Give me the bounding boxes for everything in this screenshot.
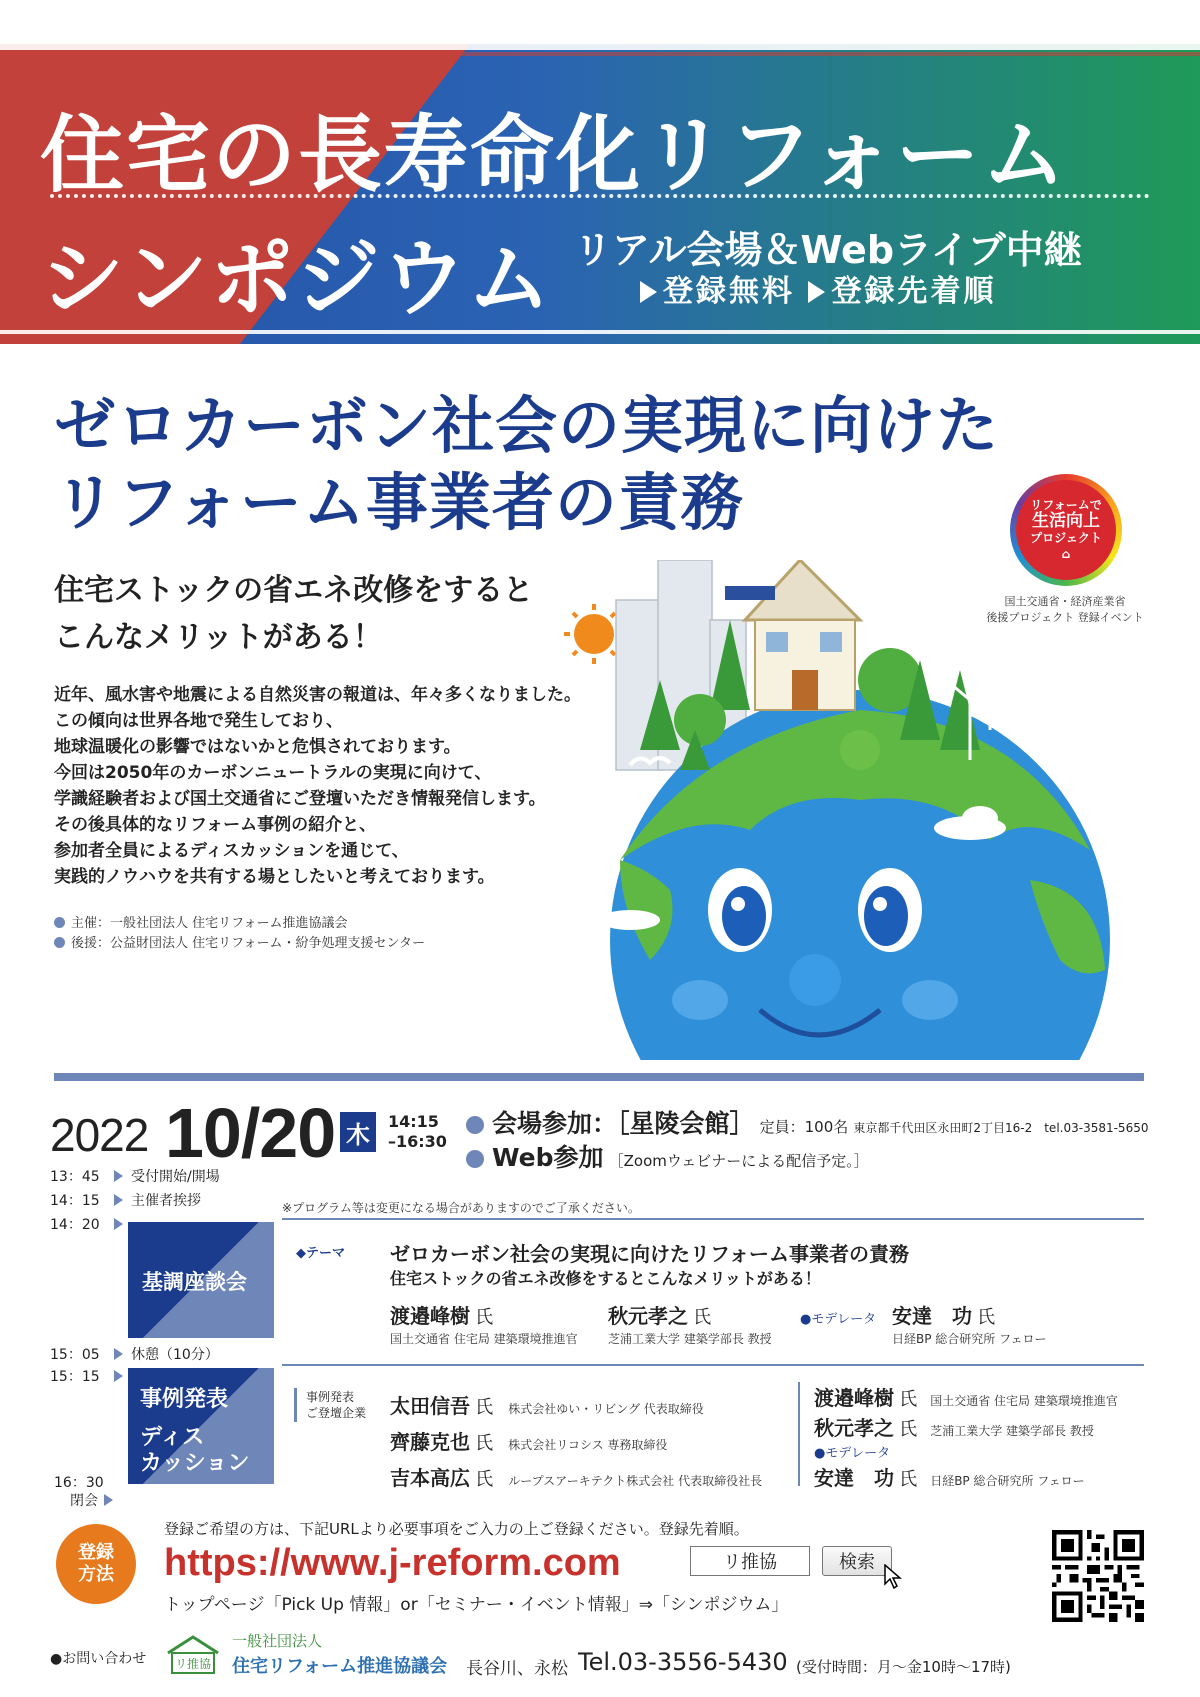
- moderator: 安達 功 氏 日経BP 総合研究所 フェロー: [814, 1466, 1085, 1490]
- panelist: 秋元孝之 氏 芝浦工業大学 建築学部長 教授: [814, 1416, 1094, 1440]
- earth-house-illustration: [560, 560, 1140, 1060]
- lead-line1: 住宅ストックの省エネ改修をすると: [54, 573, 534, 608]
- header-banner: [0, 44, 1200, 344]
- banner-title-line2: シンポジウム: [40, 230, 554, 328]
- session-case-discussion-label: 事例発表 ディス カッション: [128, 1368, 274, 1484]
- lead-line2: こんなメリットがある！: [54, 620, 383, 655]
- moderator: 安達 功 氏: [892, 1304, 996, 1328]
- bullet-icon: [466, 1116, 484, 1134]
- companies-label-2: ご登壇企業: [306, 1406, 367, 1420]
- bullet-icon: [54, 917, 65, 928]
- schedule-row: 13：45 受付開始/開場: [50, 1169, 220, 1185]
- moderator-label: ●モデレータ: [800, 1312, 877, 1327]
- tag-first-come: 登録先着順: [831, 274, 997, 309]
- event-time-end: –16:30: [388, 1132, 447, 1151]
- arrow-icon: [114, 1194, 123, 1206]
- headline-line2: リフォーム事業者の責務: [54, 466, 744, 539]
- badge-line1: リフォームで: [1030, 497, 1102, 512]
- moderator-affiliation: 日経BP 総合研究所 フェロー: [892, 1332, 1047, 1346]
- organizer-support: 後援：公益財団法人 住宅リフォーム・紛争処理支援センター: [54, 932, 425, 951]
- logo-text: リ推協: [174, 1657, 212, 1671]
- event-year: 2022: [50, 1109, 149, 1161]
- body-line-4: 今回は2050年のカーボンニュートラルの実現に向けて、: [54, 763, 492, 783]
- registration-path: トップページ「Pick Up 情報」or「セミナー・イベント情報」⇒「シンポジウム」: [164, 1595, 789, 1615]
- speaker: 渡邉峰樹 氏: [390, 1304, 494, 1328]
- theme-line1: ゼロカーボン社会の実現に向けたリフォーム事業者の責務: [390, 1242, 909, 1266]
- banner-title-line1: 住宅の長寿命化リフォーム: [40, 106, 1068, 204]
- column-divider: [798, 1382, 800, 1486]
- triangle-icon: [808, 281, 825, 303]
- search-button[interactable]: 検索: [822, 1546, 892, 1576]
- banner-tags: [640, 266, 996, 310]
- arrow-icon: [104, 1494, 113, 1506]
- rule: [282, 1364, 1144, 1366]
- bullet-icon: [54, 937, 65, 948]
- moderator-label: ●モデレータ: [814, 1446, 891, 1461]
- search-input[interactable]: リ推協: [690, 1546, 810, 1576]
- event-weekday: 木: [340, 1112, 376, 1152]
- panelist: 渡邉峰樹 氏 国土交通省 住宅局 建築環境推進官: [814, 1386, 1118, 1410]
- registration-note: 登録ご希望の方は、下記URLより必要事項をご入力の上ご登録ください。登録先着順。: [164, 1520, 749, 1538]
- triangle-icon: [640, 281, 657, 303]
- badge-line3: プロジェクト: [1030, 530, 1102, 545]
- badge-caption-2: 後援プロジェクト 登録イベント: [986, 611, 1144, 624]
- presenter: 齊藤克也 氏 株式会社リコシス 専務取締役: [390, 1430, 668, 1454]
- schedule-close: 閉会: [70, 1490, 121, 1510]
- schedule-row: 14：20: [50, 1214, 131, 1234]
- badge-line2: 生活向上: [1032, 511, 1100, 532]
- companies-label-1: 事例発表: [306, 1390, 355, 1404]
- schedule-close-time: 16：30: [54, 1475, 104, 1491]
- schedule-row: 15：15: [50, 1366, 131, 1386]
- badge-caption-1: 国土交通省・経済産業省: [1004, 595, 1126, 608]
- body-line-6: その後具体的なリフォーム事例の紹介と、: [54, 815, 377, 835]
- program-note: ※プログラム等は変更になる場合がありますのでご了承ください。: [282, 1201, 640, 1215]
- contact-org-line1: 一般社団法人: [232, 1632, 323, 1650]
- sun-icon: [564, 604, 624, 664]
- schedule-row: 14：15 主催者挨拶: [50, 1193, 201, 1209]
- event-date: 10/20: [165, 1094, 336, 1172]
- arrow-icon: [114, 1370, 123, 1382]
- arrow-icon: [114, 1218, 123, 1230]
- contact-org-line2: 住宅リフォーム推進協議会: [232, 1656, 448, 1677]
- bullet-icon: [466, 1150, 484, 1168]
- schedule-row: 15：05 休憩（10分）: [50, 1347, 219, 1363]
- session-keynote-label: 基調座談会: [128, 1222, 274, 1338]
- contact-persons: 長谷川、永松: [466, 1659, 568, 1679]
- accent-bar: [294, 1388, 297, 1422]
- arrow-icon: [114, 1348, 123, 1360]
- registration-badge: 登録 方法: [56, 1524, 136, 1604]
- registration-url[interactable]: https://www.j-reform.com: [164, 1542, 621, 1584]
- body-line-8: 実践的ノウハウを共有する場としたいと考えております。: [54, 867, 495, 887]
- body-line-3: 地球温暖化の影響ではないかと危惧されております。: [54, 737, 461, 757]
- event-time-start: 14:15: [388, 1112, 439, 1131]
- rule: [282, 1218, 1144, 1220]
- contact-label: ●お問い合わせ: [50, 1651, 147, 1667]
- venue-line: 会場参加：［星陵会館］ 定員：100名 東京都千代田区永田町2丁目16-2 tel.03-3581-5650: [466, 1104, 1148, 1140]
- contact-tel[interactable]: Tel.03-3556-5430: [578, 1648, 788, 1676]
- qr-code-icon[interactable]: [1052, 1530, 1144, 1622]
- presenter: 太田信吾 氏 株式会社ゆい・リビング 代表取締役: [390, 1394, 704, 1418]
- section-divider: [54, 1073, 1144, 1081]
- theme-label: ◆テーマ: [296, 1246, 345, 1261]
- body-line-7: 参加者全員によるディスカッションを通じて、: [54, 841, 409, 861]
- speaker: 秋元孝之 氏: [608, 1304, 712, 1328]
- presenter: 吉本高広 氏 ループスアーキテクト株式会社 代表取締役社長: [390, 1466, 763, 1490]
- organizer-host: 主催：一般社団法人 住宅リフォーム推進協議会: [54, 912, 347, 931]
- tag-free: 登録無料: [663, 274, 795, 309]
- speaker-affiliation: 芝浦工業大学 建築学部長 教授: [608, 1332, 772, 1346]
- headline-line1: ゼロカーボン社会の実現に向けた: [54, 389, 1000, 462]
- web-line: Web参加 ［Zoomウェビナーによる配信予定。］: [466, 1138, 869, 1174]
- theme-line2: 住宅ストックの省エネ改修をするとこんなメリットがある！: [390, 1269, 821, 1288]
- contact-hours: (受付時間：月〜金10時〜17時): [796, 1658, 1011, 1676]
- arrow-icon: [114, 1170, 123, 1182]
- speaker-affiliation: 国土交通省 住宅局 建築環境推進官: [390, 1332, 578, 1346]
- association-logo: [164, 1633, 222, 1677]
- house-icon: ⌂: [1061, 546, 1071, 561]
- banner-subtitle: リアル会場＆Webライブ中継: [574, 228, 1082, 272]
- body-line-2: この傾向は世界各地で発生しており、: [54, 711, 343, 731]
- cursor-icon: [884, 1564, 904, 1590]
- body-line-1: 近年、風水害や地震による自然災害の報道は、年々多くなりました。: [54, 685, 581, 705]
- banner-dotted-divider: [50, 194, 1150, 198]
- body-line-5: 学識経験者および国土交通省にご登壇いただき情報発信します。: [54, 789, 546, 809]
